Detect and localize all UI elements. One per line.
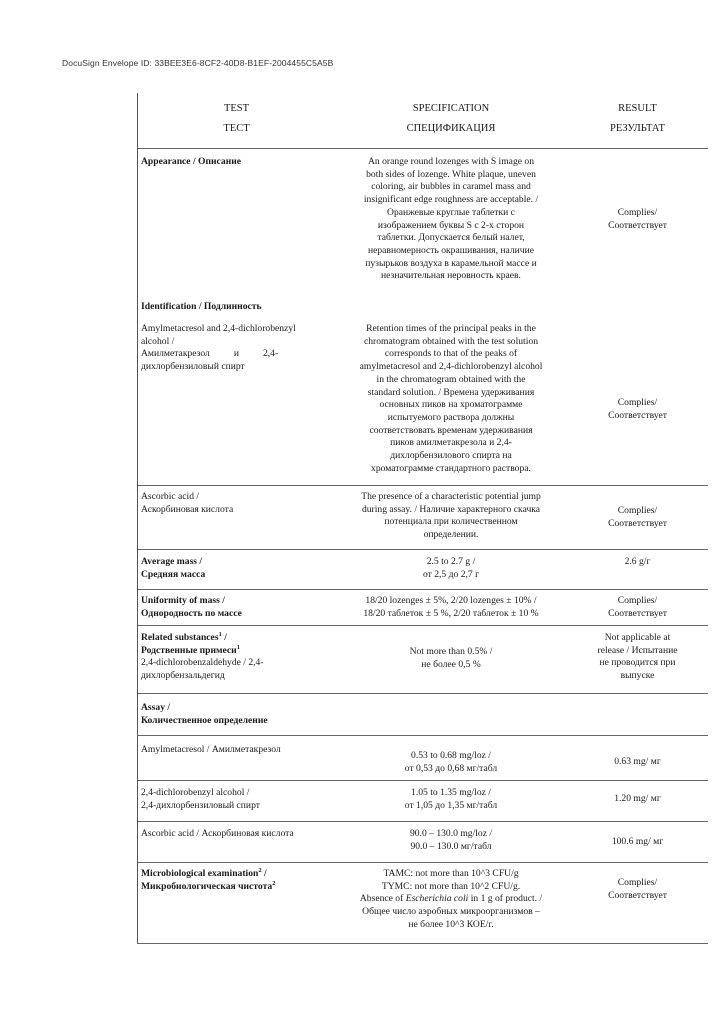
line: дихлорбензилового спирта на [390, 450, 512, 462]
line: дихлорбензальдегид [141, 670, 225, 682]
micro-title-ru [141, 881, 335, 894]
amylmetacresol-assay-test: Amylmetacresol / Амилметакрезол [141, 744, 281, 755]
line: The presence of a characteristic potential jump [361, 491, 541, 502]
line: 2,4-дихлорбензиловый спирт [141, 799, 260, 811]
line: Соответствует [608, 607, 667, 619]
line: An orange round lozenges with S image on [368, 156, 534, 167]
line: Not more than 0.5% / [409, 645, 493, 657]
line: Complies/ [617, 505, 658, 517]
uniformity-result [567, 595, 708, 625]
average-mass-result: 2.6 g/г [624, 556, 651, 567]
line: Общее число аэробных микроорганизмов – [362, 906, 540, 918]
amylmetacresol-assay-spec [335, 744, 567, 780]
amylmetacresol-assay-result: 0.63 mg/ мг [614, 756, 661, 767]
line: during assay. / Наличие характерного скачка [361, 503, 541, 515]
line: Соответствует [608, 410, 667, 421]
text: Microbiological examination [141, 868, 259, 879]
related-test [138, 632, 335, 693]
header-result-en: RESULT [618, 103, 657, 114]
average-mass-spec [335, 556, 567, 589]
line: не проводится при [599, 657, 676, 669]
line [339, 893, 563, 906]
ascorbic-id-result [567, 491, 708, 549]
header-spec-en: SPECIFICATION [412, 103, 490, 114]
amylmetacresol-id-test [138, 323, 335, 485]
footnote-mark: 1 [236, 643, 240, 651]
line: corresponds to that of the peaks of [384, 348, 518, 360]
line: Соответствует [608, 518, 667, 529]
line: не более 0,5 % [421, 658, 481, 670]
row-microbiological [138, 863, 708, 944]
header-result [567, 99, 708, 148]
footnote-mark: 2 [258, 866, 262, 874]
uniformity-test [138, 595, 335, 625]
line: пузырьков воздуха в карамельной массе и [365, 257, 537, 269]
header-spec-ru: СПЕЦИФИКАЦИЯ [406, 123, 496, 134]
footnote-mark: 2 [272, 879, 276, 887]
line: standard solution. / Времена удерживания [367, 386, 535, 398]
line: insignificant edge roughness are acceptable. / [363, 194, 539, 206]
line: определении. [423, 529, 479, 541]
row-ascorbic-assay [138, 822, 708, 863]
line: Амилметакрезол и 2,4- [141, 348, 279, 360]
line: соответствовать временам удерживания [369, 424, 533, 436]
line: Not applicable at [604, 632, 671, 643]
line: незначительная неровность краев. [381, 270, 521, 282]
related-title-en: Related substances$^1$ / [141, 630, 227, 643]
text: in 1 g of product. / [468, 893, 543, 905]
line: Соответствует [608, 889, 667, 901]
average-mass-test [138, 556, 335, 589]
header-result-ru: РЕЗУЛЬТАТ [610, 123, 665, 134]
line: дихлорбензиловый спирт [141, 361, 245, 373]
micro-test [138, 868, 335, 943]
ascorbic-id-test [138, 491, 335, 549]
line: chromatogram obtained with the test solution [364, 335, 538, 347]
header-test [138, 99, 335, 148]
line: TAMC: not more than 10^3 CFU/g [383, 868, 519, 879]
line: 18/20 lozenges ± 5%, 2/20 lozenges ± 10% / [365, 595, 537, 606]
dcba-assay-result: 1.20 mg/ мг [614, 793, 661, 804]
line: 0.53 to 0.68 mg/loz / [411, 750, 491, 761]
row-ascorbic-id [138, 486, 708, 550]
line: Оранжевые круглые таблетки с [387, 206, 515, 218]
docusign-envelope-id: DocuSign Envelope ID: 33BEE3E6-8CF2-40D8-B1EF-2004455C5A5B [62, 58, 334, 68]
line: release / Испытание [597, 644, 678, 656]
uniformity-spec [335, 595, 567, 625]
line: Средняя масса [141, 568, 206, 580]
ascorbic-assay-test: Ascorbic acid / Аскорбиновая кислота [141, 828, 294, 839]
line: in the chromatogram obtained with the [376, 373, 526, 385]
header-test-en: TEST [223, 103, 250, 114]
line: не более 10^3 КОЕ/г. [408, 918, 494, 930]
ascorbic-assay-result: 100.6 mg/ мг [611, 836, 664, 847]
line: 2.5 to 2.7 g / [426, 556, 476, 567]
line: 2,4-dichlorobenzyl alcohol / [141, 787, 250, 798]
line: 1.05 to 1.35 mg/loz / [411, 787, 491, 798]
line: Complies/ [617, 397, 658, 409]
line: 90.0 – 130.0 mg/loz / [409, 828, 493, 839]
micro-result [567, 868, 708, 943]
line: Complies/ [617, 207, 658, 219]
line: 18/20 таблеток ± 5 %, 2/20 таблеток ± 10 % [363, 607, 539, 619]
organism-name: Escherichia coli [405, 893, 469, 905]
related-spec [335, 632, 567, 693]
identification-heading: Identification / Подлинность [141, 301, 262, 312]
dcba-assay-spec [335, 787, 567, 821]
line: основных пиков на хроматограмме [379, 399, 523, 411]
line: Complies/ [617, 877, 658, 888]
line: Uniformity of mass / [141, 595, 225, 606]
row-related-substances [138, 626, 708, 694]
text: Микробиологическая чистота [141, 880, 273, 892]
row-identification [138, 294, 708, 319]
line: Assay / [141, 702, 171, 713]
line: 90.0 – 130.0 мг/табл [410, 840, 492, 852]
line: хроматограмме стандартного раствора. [371, 462, 531, 474]
header-test-ru: ТЕСТ [223, 123, 250, 134]
line: 2,4-dichlorobenzaldehyde / 2,4- [141, 657, 264, 669]
row-amylmetacresol-id [138, 319, 708, 486]
line: испытуемого раствора должны [387, 411, 515, 423]
line: Average mass / [141, 556, 203, 567]
row-assay [138, 694, 708, 736]
dcba-assay-test [138, 787, 335, 821]
text: Absence of [359, 893, 406, 905]
line: coloring, air bubbles in caramel mass and [371, 181, 531, 193]
row-appearance [138, 149, 708, 294]
appearance-spec [335, 156, 567, 294]
line: TYMC: not more than 10^2 CFU/g. [381, 880, 521, 892]
line: неравномерность окрашивания, наличие [367, 244, 535, 256]
amylmetacresol-id-spec [335, 323, 567, 485]
line: Однородность по массе [141, 607, 242, 619]
line: Аскорбиновая кислота [141, 503, 234, 515]
line: Retention times of the principal peaks in the [366, 323, 536, 334]
assay-heading [138, 702, 335, 735]
related-result [567, 632, 708, 693]
row-uniformity [138, 590, 708, 626]
line: Ascorbic acid / [141, 491, 200, 502]
ascorbic-id-spec [335, 491, 567, 549]
appearance-test: Appearance / Описание [141, 156, 242, 167]
row-amylmetacresol-assay [138, 736, 708, 781]
header-spec [335, 99, 567, 148]
line: от 2,5 до 2,7 г [422, 568, 480, 580]
specification-table [138, 94, 708, 944]
ascorbic-assay-spec [335, 828, 567, 862]
text: Related substances [141, 632, 219, 643]
line: Complies/ [617, 595, 658, 606]
line: alcohol / [141, 335, 175, 347]
line: Количественное определение [141, 714, 268, 726]
line: both sides of lozenge. White plaque, uneven [366, 168, 536, 180]
line: от 0,53 до 0,68 мг/табл [404, 762, 498, 774]
line: Amylmetacresol and 2,4-dichlorobenzyl [141, 323, 296, 334]
footnote-mark: 1 [218, 630, 222, 638]
line: таблетки. Допускается белый налет, [377, 232, 525, 244]
table-header [138, 94, 708, 149]
amylmetacresol-id-result [567, 323, 708, 485]
line: Соответствует [608, 220, 667, 231]
micro-spec [335, 868, 567, 943]
row-average-mass [138, 550, 708, 590]
text: Родственные примеси [141, 644, 237, 656]
line: выпуске [620, 670, 655, 682]
row-dcba-assay [138, 781, 708, 822]
line: изображением буквы S с 2-х сторон [377, 219, 525, 231]
appearance-result [567, 156, 708, 294]
line: пиков амилметакрезола и 2,4- [390, 437, 512, 449]
line: amylmetacresol and 2,4-dichlorobenzyl alcohol [359, 361, 543, 373]
line: потенциала при количественном [384, 516, 518, 528]
micro-title-en: Microbiological examination$^2$ / [141, 866, 267, 879]
line: от 1,05 до 1,35 мг/табл [404, 799, 498, 811]
related-title-ru [141, 645, 335, 658]
